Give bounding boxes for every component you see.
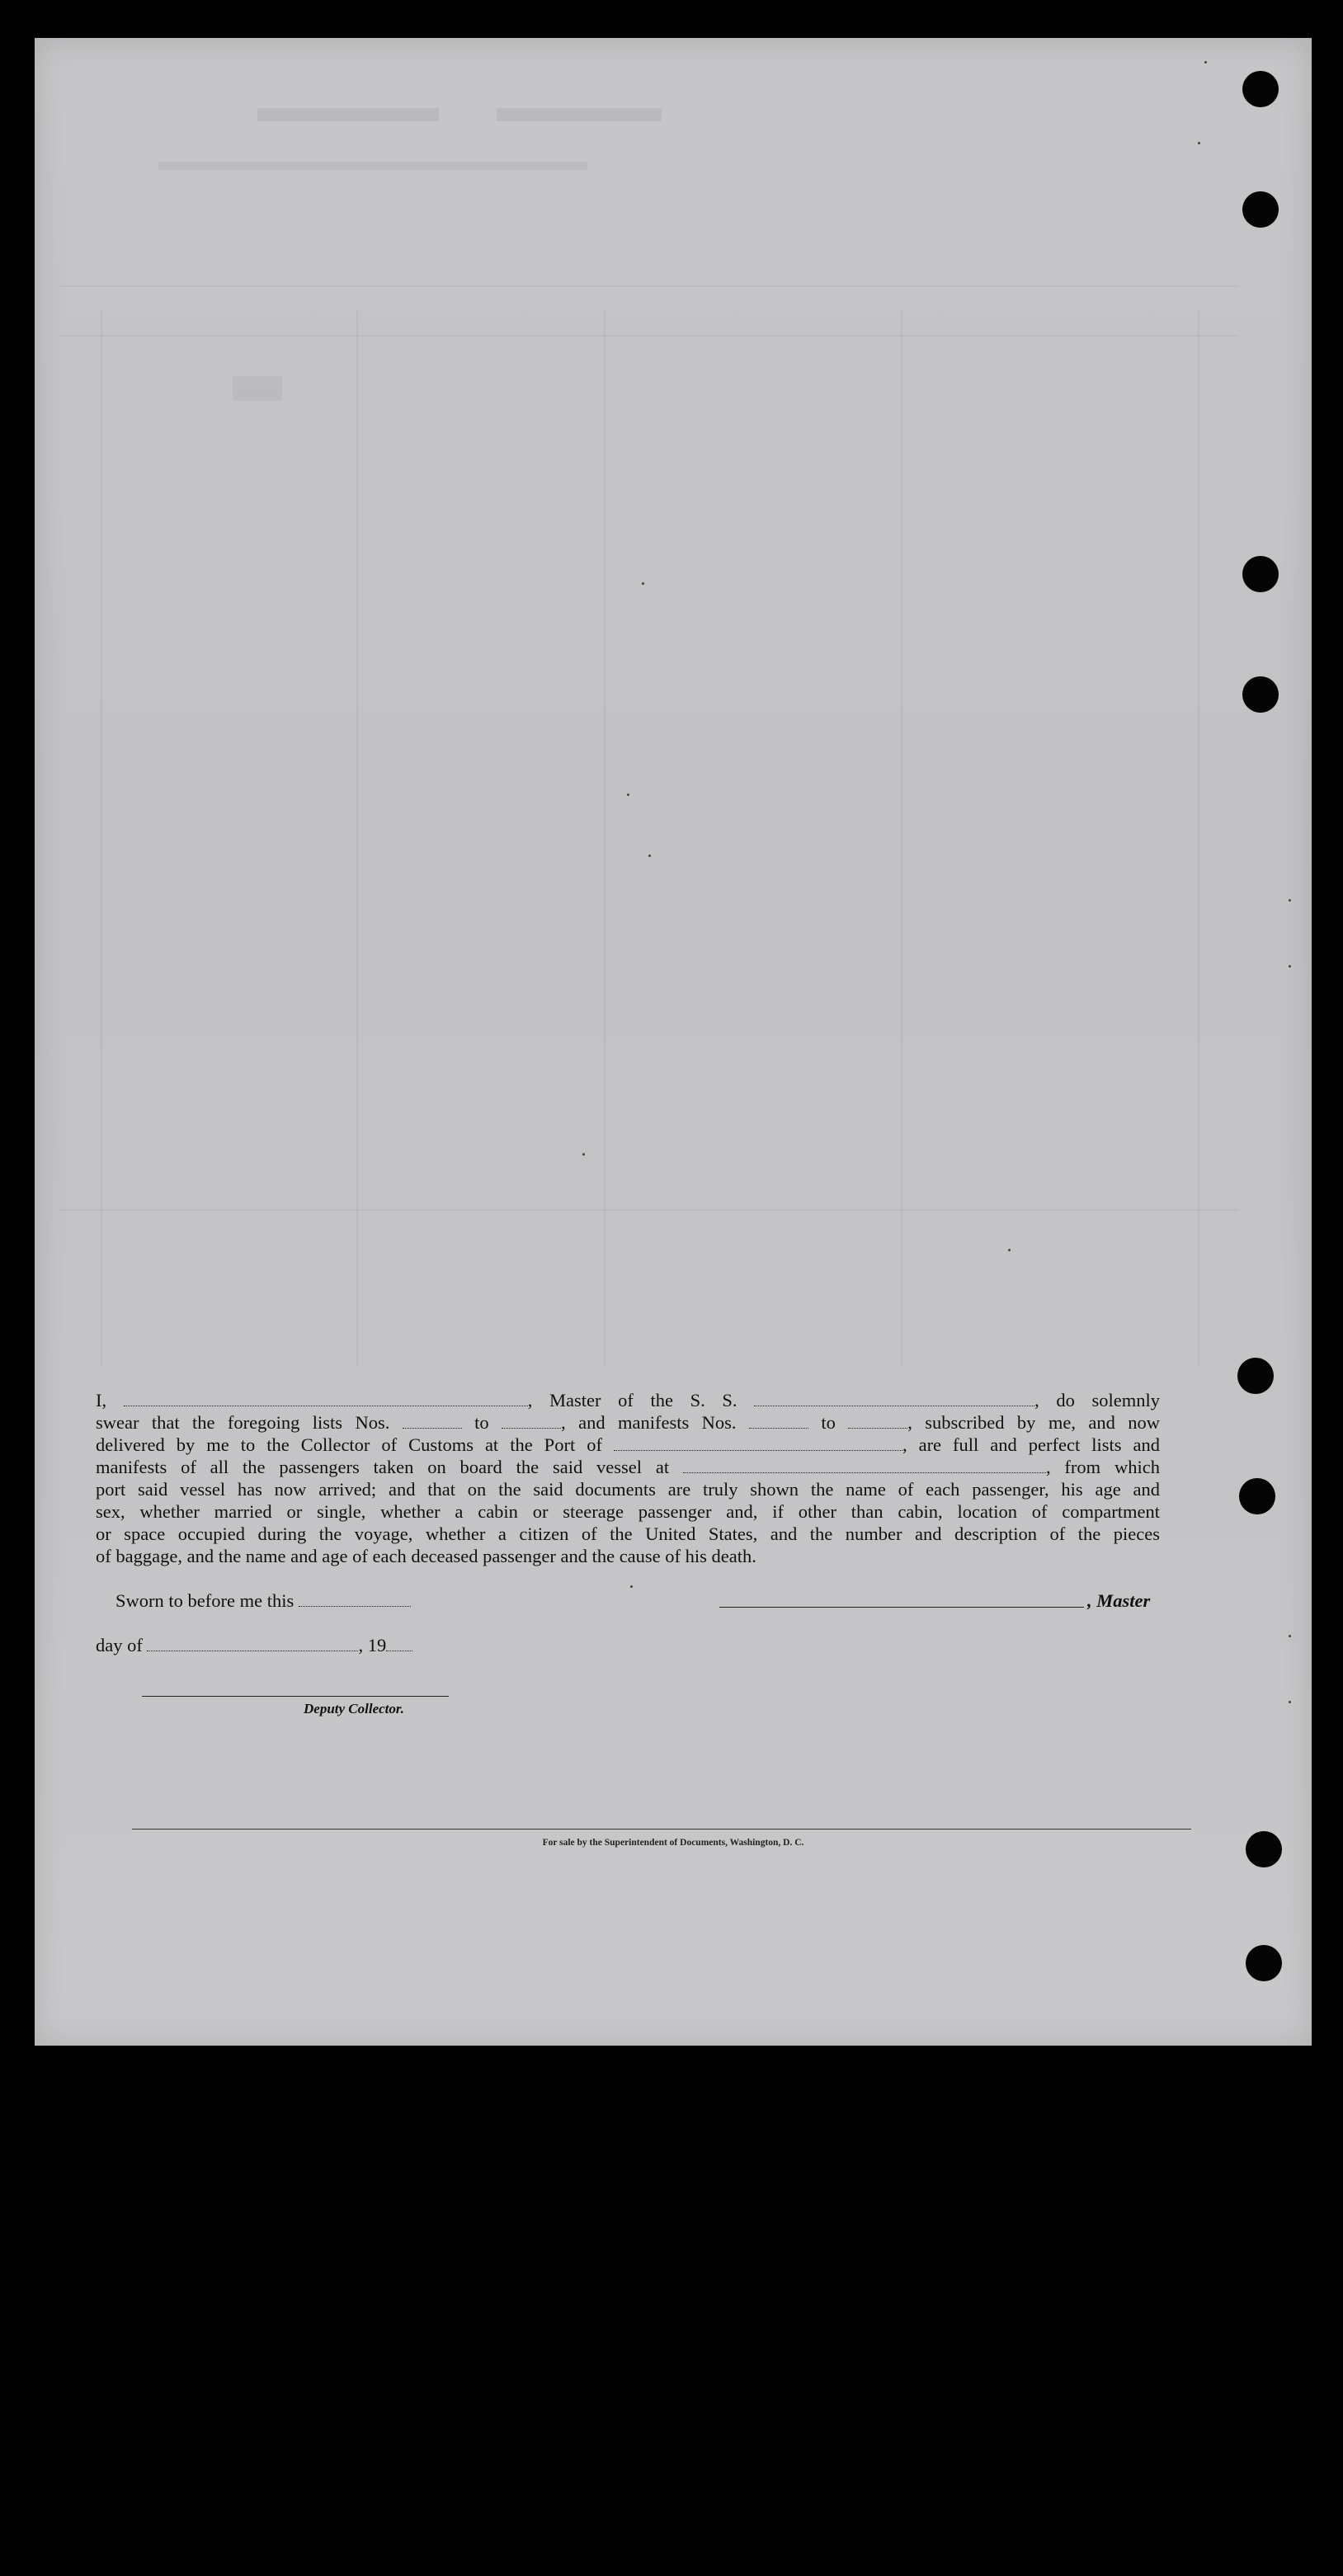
ghost-rule bbox=[101, 310, 102, 1366]
speck bbox=[642, 582, 644, 585]
ghost-rule bbox=[59, 335, 1239, 337]
year-blank bbox=[386, 1636, 412, 1651]
day-row bbox=[96, 1635, 412, 1656]
oath-text: manifests of all the passengers taken on board the said vessel at bbox=[96, 1457, 670, 1477]
deputy-collector-label: Deputy Collector. bbox=[304, 1701, 404, 1717]
oath-line-1 bbox=[96, 1389, 1160, 1411]
oath-text: , and manifests Nos. bbox=[561, 1412, 737, 1433]
name-blank bbox=[124, 1391, 528, 1406]
oath-text: delivered by me to the Collector of Customs at the Port of bbox=[96, 1434, 602, 1455]
vessel-blank bbox=[754, 1391, 1034, 1406]
manifest-to-blank bbox=[848, 1413, 907, 1429]
speck bbox=[630, 1585, 633, 1588]
footer-rule bbox=[132, 1829, 1191, 1830]
speck bbox=[1204, 61, 1207, 64]
oath-text: , from which bbox=[1045, 1457, 1160, 1477]
oath-text: swear that the foregoing lists Nos. bbox=[96, 1412, 390, 1433]
oath-text: , Master of the S. S. bbox=[527, 1390, 737, 1410]
oath-text: to bbox=[821, 1412, 836, 1433]
oath-line-8: of baggage, and the name and age of each deceased passenger and the cause of his death. bbox=[96, 1546, 756, 1566]
punch-hole bbox=[1239, 1478, 1275, 1514]
bleed-through-mark bbox=[233, 376, 282, 401]
bleed-through-mark bbox=[497, 108, 662, 121]
sale-note: For sale by the Superintendent of Documents, Washington, D. C. bbox=[542, 1838, 804, 1848]
speck bbox=[627, 794, 629, 796]
day-label: day of bbox=[96, 1635, 143, 1655]
oath-line-5: port said vessel has now arrived; and that on the said documents are truly shown the name of each passenger, his age and bbox=[96, 1479, 1160, 1500]
ghost-rule bbox=[356, 310, 358, 1366]
oath-text: , do solemnly bbox=[1034, 1390, 1160, 1410]
speck bbox=[1289, 965, 1291, 968]
punch-hole bbox=[1242, 676, 1279, 713]
oath-line-6: sex, whether married or single, whether a cabin or steerage passenger and, if other than cabin, location of compartment bbox=[96, 1501, 1160, 1522]
oath-line-7: or space occupied during the voyage, whether a citizen of the United States, and the number and description of the pieces bbox=[96, 1523, 1160, 1544]
speck bbox=[1289, 899, 1291, 902]
port-blank bbox=[614, 1435, 902, 1451]
oath-line-3 bbox=[96, 1434, 1160, 1456]
departure-port-blank bbox=[683, 1458, 1046, 1473]
deputy-signature-line bbox=[142, 1696, 449, 1697]
ghost-rule bbox=[59, 1209, 1239, 1211]
speck bbox=[582, 1153, 585, 1156]
ghost-rule bbox=[901, 310, 902, 1366]
ghost-rule bbox=[604, 310, 606, 1366]
list-from-blank bbox=[403, 1413, 462, 1429]
ghost-rule bbox=[59, 285, 1239, 287]
oath-text: I, bbox=[96, 1390, 107, 1410]
ghost-rule bbox=[1198, 310, 1199, 1366]
month-blank bbox=[147, 1636, 358, 1651]
list-to-blank bbox=[502, 1413, 561, 1429]
punch-hole bbox=[1242, 71, 1279, 107]
master-label: , Master bbox=[1087, 1590, 1151, 1611]
oath-text: , are full and perfect lists and bbox=[902, 1434, 1160, 1455]
oath-paragraph bbox=[96, 1389, 1160, 1567]
speck bbox=[1198, 142, 1200, 144]
oath-text: , subscribed by me, and now bbox=[907, 1412, 1160, 1433]
speck bbox=[1008, 1249, 1011, 1251]
oath-line-4 bbox=[96, 1456, 1160, 1478]
punch-hole bbox=[1246, 1831, 1282, 1867]
speck bbox=[1289, 1701, 1291, 1703]
manifest-from-blank bbox=[749, 1413, 808, 1429]
speck bbox=[1289, 1635, 1291, 1637]
speck bbox=[648, 855, 651, 857]
bleed-through-mark bbox=[257, 108, 439, 121]
punch-hole bbox=[1237, 1358, 1274, 1394]
year-prefix: , 19 bbox=[358, 1635, 387, 1655]
sworn-row bbox=[115, 1590, 411, 1612]
sworn-day-blank bbox=[299, 1591, 411, 1607]
oath-text: to bbox=[474, 1412, 489, 1433]
punch-hole bbox=[1246, 1945, 1282, 1981]
oath-line-2 bbox=[96, 1411, 1160, 1434]
manifest-sheet bbox=[35, 38, 1312, 2046]
sworn-label: Sworn to before me this bbox=[115, 1590, 295, 1611]
punch-hole bbox=[1242, 191, 1279, 228]
master-signature-line bbox=[719, 1607, 1084, 1608]
punch-hole bbox=[1242, 556, 1279, 592]
bleed-through-mark bbox=[158, 162, 587, 170]
